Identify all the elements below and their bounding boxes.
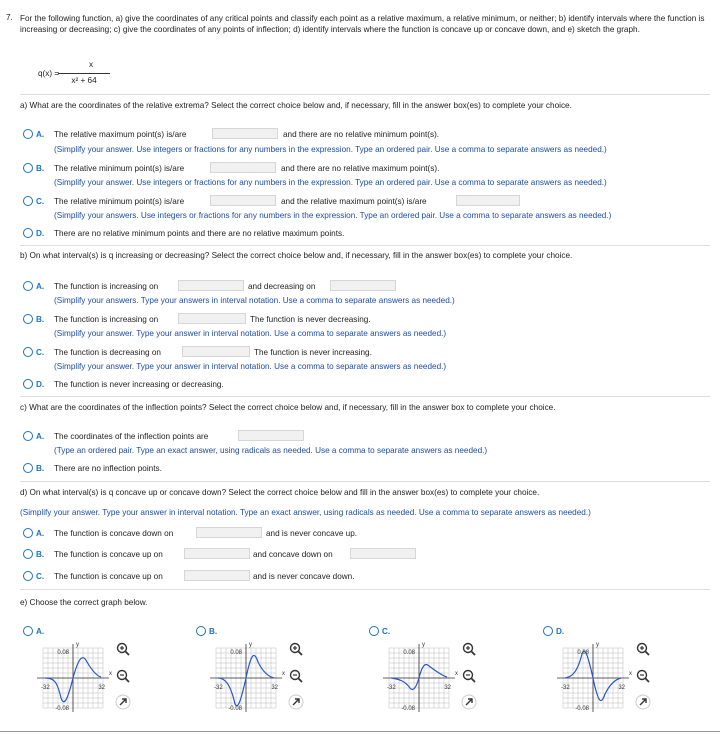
zoom-out-icon[interactable] — [288, 668, 304, 684]
part-a-prompt: a) What are the coordinates of the relative extrema? Select the correct choice below and, if necessary, fill in the answer box(es) to complete your choice. — [20, 101, 572, 110]
choice-hint: (Simplify your answer. Use integers or fractions for any numbers in the expression. Type an ordered pair. Use a comma to separate answers as needed.) — [54, 178, 607, 187]
choice-text-2: and decreasing on — [248, 282, 316, 291]
choice-text-2: The function is never decreasing. — [250, 315, 371, 324]
y-axis-label: y — [249, 642, 252, 648]
choice-letter: D. — [36, 380, 45, 389]
radio-button[interactable] — [23, 571, 33, 581]
choice-letter: B. — [36, 550, 45, 559]
choice-letter: D. — [36, 229, 45, 238]
y-min-label: -0.08 — [575, 706, 589, 712]
zoom-out-icon[interactable] — [115, 668, 131, 684]
choice-hint: (Simplify your answer. Use integers or fractions for any numbers in the expression. Type an ordered pair. Use a comma to separate answers as needed.) — [54, 145, 607, 154]
y-min-label: -0.08 — [401, 706, 415, 712]
x-max-label: 32 — [444, 685, 451, 691]
part-c-prompt: c) What are the coordinates of the inflection points? Select the correct choice below and, if necessary, fill in the answer box to complete your choice. — [20, 403, 556, 412]
radio-button[interactable] — [23, 626, 33, 636]
x-axis-label: x — [109, 671, 112, 677]
choice-text: The relative minimum point(s) is/are — [54, 197, 185, 206]
x-axis-label: x — [629, 671, 632, 677]
choice-letter: B. — [209, 627, 218, 636]
choice-text: The function is increasing on — [54, 282, 159, 291]
choice-hint: (Simplify your answers. Use integers or fractions for any numbers in the expression. Type an ordered pair. Use a comma to separate answers as needed.) — [54, 211, 612, 220]
answer-input[interactable] — [238, 430, 304, 441]
expand-icon[interactable] — [461, 694, 477, 710]
choice-text-2: The function is never increasing. — [254, 348, 372, 357]
x-min-label: -32 — [561, 685, 570, 691]
frame-border — [0, 731, 720, 732]
zoom-in-icon[interactable] — [635, 641, 651, 657]
y-axis-label: y — [596, 642, 599, 648]
choice-text: The function is concave up on — [54, 550, 163, 559]
choice-text: There are no inflection points. — [54, 464, 162, 473]
choice-letter: A. — [36, 282, 45, 291]
radio-button[interactable] — [23, 528, 33, 538]
choice-text: The coordinates of the inflection points are — [54, 432, 209, 441]
answer-input-2[interactable] — [350, 548, 416, 559]
choice-text: The function is decreasing on — [54, 348, 161, 357]
y-min-label: -0.08 — [228, 706, 242, 712]
choice-letter: A. — [36, 529, 45, 538]
radio-button[interactable] — [23, 379, 33, 389]
part-d-hint: (Simplify your answer. Type your answer in interval notation. Type an exact answer, using radicals as needed. Use a comma to separate answers as needed.) — [20, 508, 591, 517]
function-denominator: x² + 64 — [71, 76, 97, 85]
radio-button[interactable] — [196, 626, 206, 636]
choice-letter: B. — [36, 164, 45, 173]
y-axis-label: y — [422, 642, 425, 648]
expand-icon[interactable] — [635, 694, 651, 710]
graph-thumbnail[interactable] — [551, 644, 635, 710]
fraction-bar — [58, 73, 110, 74]
answer-input[interactable] — [178, 280, 244, 291]
radio-button[interactable] — [23, 196, 33, 206]
radio-button[interactable] — [23, 347, 33, 357]
choice-letter: D. — [556, 627, 565, 636]
answer-input[interactable] — [178, 313, 246, 324]
divider — [20, 396, 710, 397]
radio-button[interactable] — [369, 626, 379, 636]
radio-button[interactable] — [23, 549, 33, 559]
y-max-label: 0.08 — [57, 650, 69, 656]
radio-button[interactable] — [543, 626, 553, 636]
answer-input[interactable] — [196, 527, 262, 538]
zoom-out-icon[interactable] — [635, 668, 651, 684]
choice-letter: A. — [36, 130, 45, 139]
answer-input[interactable] — [184, 570, 250, 581]
y-max-label: 0.08 — [230, 650, 242, 656]
radio-button[interactable] — [23, 431, 33, 441]
choice-text: The function is concave down on — [54, 529, 174, 538]
zoom-in-icon[interactable] — [115, 641, 131, 657]
y-max-label: 0.08 — [403, 650, 415, 656]
choice-letter: C. — [382, 627, 391, 636]
zoom-in-icon[interactable] — [288, 641, 304, 657]
x-min-label: -32 — [41, 685, 50, 691]
answer-input[interactable] — [212, 128, 278, 139]
choice-text-2: and there are no relative minimum point(s). — [283, 130, 440, 139]
question-number: 7. — [6, 13, 13, 22]
choice-text: The function is increasing on — [54, 315, 159, 324]
question-text: For the following function, a) give the coordinates of any critical points and classify each point as a relative maximum, a relative minimum, or neither; b) identify intervals where the function is increasing or decreasing; c) give the coordinates of any points of inflection; d) identify intervals where the function is concave up or concave down, and e) sketch the graph. — [20, 14, 705, 34]
radio-button[interactable] — [23, 314, 33, 324]
x-max-label: 32 — [618, 685, 625, 691]
zoom-in-icon[interactable] — [461, 641, 477, 657]
graph-thumbnail[interactable] — [377, 644, 461, 710]
x-max-label: 32 — [98, 685, 105, 691]
choice-text: The relative minimum point(s) is/are — [54, 164, 185, 173]
choice-letter: C. — [36, 197, 45, 206]
radio-button[interactable] — [23, 281, 33, 291]
choice-letter: C. — [36, 348, 45, 357]
radio-button[interactable] — [23, 463, 33, 473]
divider — [20, 94, 710, 95]
function-expression — [38, 60, 118, 90]
choice-text: The function is concave up on — [54, 572, 163, 581]
answer-input-2[interactable] — [456, 195, 520, 206]
x-min-label: -32 — [214, 685, 223, 691]
choice-hint: (Simplify your answer. Type your answer in interval notation. Use a comma to separate answers as needed.) — [54, 362, 447, 371]
x-min-label: -32 — [387, 685, 396, 691]
choice-letter: B. — [36, 315, 45, 324]
answer-input[interactable] — [182, 346, 250, 357]
y-min-label: -0.08 — [55, 706, 69, 712]
answer-input[interactable] — [184, 548, 250, 559]
choice-text: There are no relative minimum points and there are no relative maximum points. — [54, 229, 345, 238]
choice-hint: (Type an ordered pair. Type an exact answer, using radicals as needed. Use a comma to separate answers as needed.) — [54, 446, 488, 455]
choice-text-2: and is never concave up. — [266, 529, 358, 538]
function-lhs: q(x) = — [38, 69, 60, 78]
choice-letter: A. — [36, 627, 45, 636]
answer-input-2[interactable] — [330, 280, 396, 291]
choice-hint: (Simplify your answers. Type your answers in interval notation. Use a comma to separate answers as needed.) — [54, 296, 455, 305]
choice-text-2: and concave down on — [253, 550, 333, 559]
divider — [20, 589, 710, 590]
x-max-label: 32 — [271, 685, 278, 691]
radio-button[interactable] — [23, 129, 33, 139]
choice-letter: A. — [36, 432, 45, 441]
choice-text-2: and is never concave down. — [253, 572, 355, 581]
choice-text-2: and there are no relative maximum point(s). — [281, 164, 440, 173]
choice-letter: B. — [36, 464, 45, 473]
part-b-prompt: b) On what interval(s) is q increasing or decreasing? Select the correct choice below and, if necessary, fill in the answer box(es) to complete your choice. — [20, 251, 573, 260]
zoom-out-icon[interactable] — [461, 668, 477, 684]
choice-text: The relative maximum point(s) is/are — [54, 130, 187, 139]
part-e-prompt: e) Choose the correct graph below. — [20, 598, 148, 607]
answer-input[interactable] — [210, 162, 276, 173]
part-d-prompt: d) On what interval(s) is q concave up or concave down? Select the correct choice below and fill in the answer box(es) to complete your choice. — [20, 488, 540, 497]
choice-text-2: and the relative maximum point(s) is/are — [281, 197, 427, 206]
radio-button[interactable] — [23, 163, 33, 173]
expand-icon[interactable] — [288, 694, 304, 710]
radio-button[interactable] — [23, 228, 33, 238]
expand-icon[interactable] — [115, 694, 131, 710]
x-axis-label: x — [455, 671, 458, 677]
graph-thumbnail[interactable] — [204, 644, 288, 710]
choice-hint: (Simplify your answer. Type your answer in interval notation. Use a comma to separate answers as needed.) — [54, 329, 447, 338]
divider — [20, 481, 710, 482]
x-axis-label: x — [282, 671, 285, 677]
answer-input[interactable] — [210, 195, 276, 206]
y-axis-label: y — [76, 642, 79, 648]
choice-text: The function is never increasing or decreasing. — [54, 380, 224, 389]
y-max-label: 0.08 — [577, 650, 589, 656]
divider — [20, 245, 710, 246]
choice-letter: C. — [36, 572, 45, 581]
function-numerator: x — [88, 60, 94, 69]
graph-thumbnail[interactable] — [31, 644, 115, 710]
